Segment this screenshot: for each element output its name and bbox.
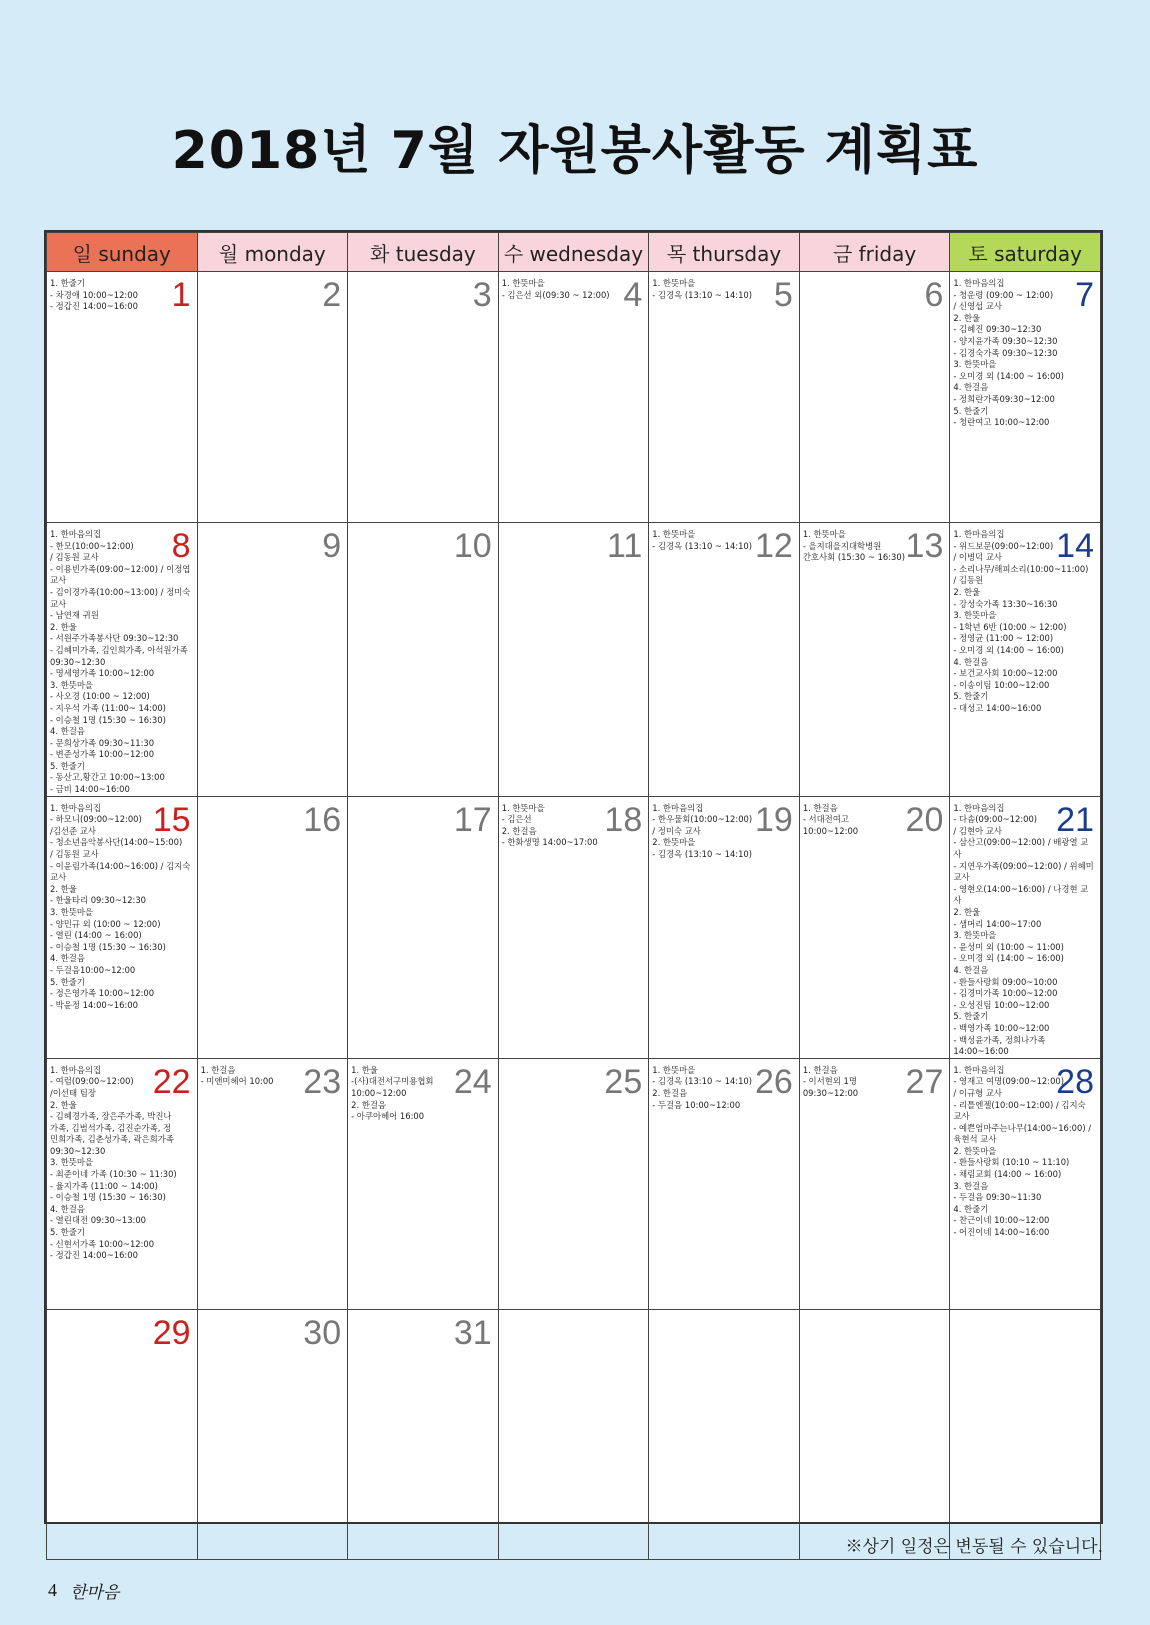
calendar-week-row	[47, 1058, 1101, 1309]
calendar-week-row	[47, 1309, 1101, 1559]
page-number: 4	[48, 1580, 57, 1600]
day-number: 4	[623, 276, 643, 314]
calendar-day-cell	[197, 272, 348, 523]
day-number: 8	[171, 527, 191, 565]
calendar-day-cell	[950, 1309, 1101, 1559]
day-number: 3	[472, 276, 492, 314]
day-schedule: 1. 한마음의집 - 영재고 여명(09:00~12:00) / 이규형 교사 - 리틀엔젤(10:00~12:00) / 김지숙 교사 - 예쁜엄마주는나무(14:00~16:00) / 육현석 교사 2. 한뜻마을 - 환들사랑회 (10:10 ~ 11:10) - 채림교회 (14:00 ~ 16:00) 3. 한걸음 - 두걸음 09:30~11:30 4. 한줄기 - 찬근이네 10:00~12:00 - 어진이네 14:00~16:00	[953, 1064, 1092, 1238]
calendar-day-cell	[950, 796, 1101, 1058]
calendar-day-cell	[498, 1058, 649, 1309]
day-number: 13	[905, 527, 944, 565]
calendar-day-cell	[197, 523, 348, 797]
day-number: 26	[754, 1062, 793, 1101]
day-number: 23	[303, 1062, 342, 1101]
calendar-day-cell	[47, 272, 198, 523]
day-number: 19	[754, 800, 793, 839]
calendar	[44, 230, 1103, 1524]
day-schedule: 1. 한마음의집 - 한우물회(10:00~12:00) / 정미숙 교사 2. 한뜻마을 - 김경옥 (13:10 ~ 14:10)	[652, 802, 753, 860]
day-number: 15	[152, 800, 191, 839]
day-number: 27	[905, 1062, 944, 1101]
day-schedule: 1. 한마음의집 - 청운령 (09:00 ~ 12:00) / 신영섭 교사 2. 한울 - 김혜진 09:30~12:30 - 양지윤가족 09:30~12:30 - 김경숙가족 09:30~12:30 3. 한뜻마을 - 오미경 외 (14:00 ~ 16:00) 4. 한걸음 - 정희란가족09:30~12:00 5. 한줄기 - 청란여고 10:00~12:00	[953, 278, 1064, 428]
calendar-day-cell	[950, 523, 1101, 797]
day-number: 18	[604, 800, 643, 839]
day-schedule: 1. 한마음의집 - 하모니(09:00~12:00) /김선준 교사 - 청소년음악봉사단(14:00~15:00) / 김동원 교사 - 이윤림가족(14:00~16:00) / 김지숙 교사 2. 한울 - 한울타리 09:30~12:30 3. 한뜻마을 - 양민규 외 (10:00 ~ 12:00) - 열린 (14:00 ~ 16:00) - 이승철 1명 (15:30 ~ 16:30) 4. 한걸음 - 두걸음10:00~12:00 5. 한줄기 - 정은영가족 10:00~12:00 - 박윤정 14:00~16:00	[50, 802, 191, 1010]
day-schedule: 1. 한걸음 - 이서현외 1명 09:30~12:00	[802, 1064, 859, 1098]
calendar-day-cell	[348, 1058, 499, 1309]
weekday-header-wednesday: 수 wednesday	[498, 233, 649, 272]
calendar-day-cell	[799, 796, 950, 1058]
day-number: 28	[1056, 1062, 1094, 1101]
calendar-day-cell	[47, 523, 198, 797]
day-schedule: 1. 한걸음 - 서대전여고 10:00~12:00	[802, 802, 859, 836]
calendar-day-cell	[348, 1309, 499, 1559]
day-number: 22	[152, 1062, 191, 1101]
day-schedule: 1. 한줄기 - 차경애 10:00~12:00 - 정갑진 14:00~16:00	[50, 278, 138, 312]
calendar-day-cell	[799, 272, 950, 523]
calendar-day-cell	[649, 272, 800, 523]
day-number: 10	[453, 527, 492, 565]
day-number: 5	[773, 276, 793, 314]
day-schedule	[800, 1310, 950, 1316]
calendar-day-cell	[348, 796, 499, 1058]
calendar-day-cell	[799, 523, 950, 797]
day-number: 21	[1056, 800, 1094, 839]
day-number: 31	[453, 1313, 492, 1352]
calendar-grid	[46, 232, 1101, 1560]
calendar-day-cell	[498, 272, 649, 523]
day-number: 12	[754, 527, 793, 565]
day-schedule: 1. 한걸음 - 미앤미헤어 10:00	[200, 1064, 274, 1087]
day-schedule: 1. 한울 -(사)대전서구미용협회 10:00~12:00 2. 한걸음 - 아쿠아헤어 16:00	[351, 1064, 434, 1122]
day-schedule: 1. 한뜻마을 - 김은선 외(09:30 ~ 12:00)	[501, 278, 610, 300]
day-number: 17	[453, 800, 492, 839]
day-schedule: 1. 한마음의집 - 위드보문(09:00~12:00) / 이병덕 교사 - 소리나무/해피소리(10:00~11:00) / 김동원 2. 한울 - 강성숙가족 13:30~16:30 3. 한뜻마을 - 1학년 6반 (10:00 ~ 12:00) - 정영균 (11:00 ~ 12:00) - 오미경 외 (14:00 ~ 16:00) 4. 한걸음 - 보건교사회 10:00~12:00 - 이송이팀 10:00~12:00 5. 한줄기 - 대성고 14:00~16:00	[953, 529, 1089, 713]
calendar-day-cell	[950, 272, 1101, 523]
weekday-header-friday: 금 friday	[799, 233, 950, 272]
calendar-day-cell	[197, 1058, 348, 1309]
day-schedule: 1. 한마음의집 - 한모(10:00~12:00) / 김동원 교사 - 이용빈가족(09:00~12:00) / 이정엽 교사 - 김이경가족(10:00~13:00) / 정미숙 교사 - 남연재 귀원 2. 한울 - 서원주가족봉사단 09:30~12:30 - 김혜미가족, 김인희가족, 아석원가족 09:30~12:30 - 명세영가족 10:00~12:00 3. 한뜻마을 - 사오경 (10:00 ~ 12:00) - 지우석 가족 (11:00~ 14:00) - 이승철 1명 (15:30 ~ 16:30) 4. 한걸음 - 문희상가족 09:30~11:30 - 변준성가족 10:00~12:00 5. 한줄기 - 동산고,황간고 10:00~13:00 - 금비 14:00~16:00	[50, 529, 191, 795]
weekday-header-monday: 월 monday	[197, 233, 348, 272]
page-title: 2018년 7월 자원봉사활동 계획표	[171, 121, 979, 181]
calendar-day-cell	[498, 796, 649, 1058]
weekday-header-thursday: 목 thursday	[649, 233, 800, 272]
day-number: 2	[322, 276, 342, 314]
day-number: 11	[606, 527, 643, 565]
calendar-day-cell	[197, 796, 348, 1058]
day-number: 24	[453, 1062, 492, 1101]
day-number: 20	[905, 800, 944, 839]
day-number: 30	[303, 1313, 342, 1352]
calendar-day-cell	[799, 1058, 950, 1309]
calendar-day-cell	[47, 1058, 198, 1309]
day-schedule: 1. 한마음의집 - 다솜(09:00~12:00) / 김현아 교사 - 삼산고(09:00~12:00) / 배광열 교사 - 지연우가족(09:00~12:00) / 위혜미 교사 - 영현오(14:00~16:00) / 나경현 교사 2. 한울 - 샘머리 14:00~17:00 3. 한뜻마을 - 윤성미 외 (10:00 ~ 11:00) - 오미경 외 (14:00 ~ 16:00) 4. 한걸음 - 환들사랑회 09:00~10:00 - 김경미가족 10:00~12:00 - 오성진팀 10:00~12:00 5. 한줄기 - 백영가족 10:00~12:00 - 백성윤가족, 정희나가족 14:00~16:00	[953, 802, 1094, 1057]
calendar-day-cell	[649, 523, 800, 797]
calendar-day-cell	[348, 523, 499, 797]
calendar-week-row	[47, 796, 1101, 1058]
calendar-day-cell	[799, 1309, 950, 1559]
weekday-header-saturday: 토 saturday	[950, 233, 1101, 272]
day-schedule	[499, 1310, 649, 1316]
weekday-header-sunday: 일 sunday	[47, 233, 198, 272]
day-schedule: 1. 한뜻마을 - 김경옥 (13:10 ~ 14:10) 2. 한걸음 - 두걸음 10:00~12:00	[652, 1064, 753, 1110]
footnote: ※상기 일정은 변동될 수 있습니다.	[845, 1537, 1103, 1557]
day-schedule: 1. 한뜻마을 - 을지대을지대학병원 간호사회 (15:30 ~ 16:30)	[802, 529, 905, 563]
day-schedule	[950, 1310, 1100, 1316]
day-number: 6	[924, 276, 944, 314]
calendar-day-cell	[649, 796, 800, 1058]
calendar-day-cell	[649, 1309, 800, 1559]
calendar-week-row	[47, 523, 1101, 797]
day-schedule: 1. 한뜻마을 - 김은선 2. 한걸음 - 한화생명 14:00~17:00	[501, 802, 598, 848]
day-schedule: 1. 한뜻마을 - 김경옥 (13:10 ~ 14:10)	[652, 278, 753, 300]
day-schedule: 1. 한마음의집 - 여럼(09:00~12:00) /이선태 팀장 2. 한울 - 김혜경가족, 장은주가족, 박진나 가족, 김범석가족, 김진순가족, 정 민희가족, 김춘성가족, 곽은희가족 09:30~12:30 3. 한뜻마을 - 최준이네 가족 (10:30 ~ 11:30) - 율지가족 (11:00 ~ 14:00) - 이승철 1명 (15:30 ~ 16:30) 4. 한걸음 - 열린대전 09:30~13:00 5. 한줄기 - 신현서가족 10:00~12:00 - 정갑진 14:00~16:00	[50, 1064, 177, 1261]
day-number: 25	[604, 1062, 643, 1101]
day-number: 7	[1075, 276, 1094, 314]
calendar-day-cell	[47, 1309, 198, 1559]
day-number: 29	[152, 1313, 191, 1352]
magazine-logo: 한마음	[70, 1583, 120, 1603]
day-number: 14	[1056, 527, 1094, 565]
calendar-week-row	[47, 272, 1101, 523]
day-number: 9	[322, 527, 342, 565]
calendar-day-cell	[950, 1058, 1101, 1309]
calendar-day-cell	[197, 1309, 348, 1559]
day-number: 16	[303, 800, 342, 839]
weekday-header-tuesday: 화 tuesday	[348, 233, 499, 272]
day-number: 1	[171, 276, 191, 314]
calendar-day-cell	[498, 523, 649, 797]
calendar-day-cell	[47, 796, 198, 1058]
calendar-day-cell	[649, 1058, 800, 1309]
calendar-day-cell	[498, 1309, 649, 1559]
calendar-day-cell	[348, 272, 499, 523]
day-schedule: 1. 한뜻마을 - 김경옥 (13:10 ~ 14:10)	[652, 529, 753, 551]
day-schedule	[649, 1310, 799, 1316]
